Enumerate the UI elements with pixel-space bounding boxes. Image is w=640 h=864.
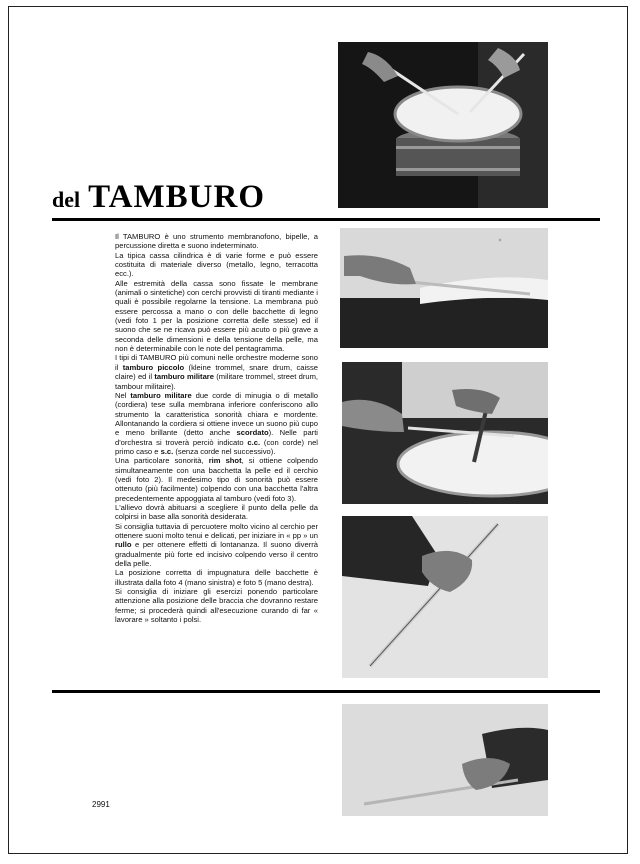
bold-term: scordato <box>236 428 269 438</box>
page-number: 2991 <box>92 800 110 809</box>
bold-term: tamburo militare <box>130 390 192 400</box>
bottom-rule <box>52 690 600 693</box>
text-run: L'allievo dovrà abituarsi a scegliere il punto della pelle da colpirsi in base alla sonorità desiderata. <box>115 502 318 522</box>
paragraph <box>115 456 318 503</box>
text-run: La posizione corretta di impugnatura delle bacchette è illustrata dalla foto 4 (mano sinistra) e foto 5 (mano destra). <box>115 568 318 587</box>
bold-term: rullo <box>115 540 132 550</box>
photo-4-left-hand-grip <box>342 516 548 678</box>
paragraph <box>115 251 318 279</box>
page-title <box>52 180 265 214</box>
text-run: ). Nelle parti d'orchestra si troverà perciò indicato <box>115 428 318 447</box>
text-run: (con corde) nel primo caso e <box>115 437 318 456</box>
paragraph <box>115 568 318 587</box>
text-run: Si consiglia di iniziare gli esercizi ponendo particolare attenzione alla posizione delle braccia che dovranno restare ferme; si procederà quindi all'esecuzione curando di far « lavorare » soltanto i polsi. <box>115 587 318 625</box>
text-run: (kleine trommel, snare drum, caisse claire) ed il <box>115 362 318 382</box>
text-run: Il TAMBURO è uno strumento membranofono, bipelle, a percussione diretta e suono indeterminato. <box>115 232 318 251</box>
bold-term: s.c. <box>160 446 174 456</box>
text-run: Una particolare sonorità, <box>115 456 209 466</box>
photo-5-right-hand-grip <box>342 704 548 816</box>
text-run: Si consiglia tuttavia di percuotere molto vicino al cerchio per ottenere suoni molto tenui e delicati, per iniziare in « pp » un <box>115 521 318 540</box>
bold-term: tamburo militare <box>154 372 214 382</box>
paragraph <box>115 503 318 522</box>
text-run: I tipi di TAMBURO più comuni nelle orchestre moderne sono il <box>115 353 318 372</box>
article-body <box>115 232 318 624</box>
text-run: La tipica cassa cilindrica è di varie forme e può essere costituita di materiale diverso (metallo, legno, terracotta ecc.). <box>115 250 318 279</box>
bold-term: rim shot <box>208 456 242 466</box>
paragraph <box>115 232 318 251</box>
text-run: Nel <box>115 390 131 400</box>
bold-term: c.c. <box>247 437 261 447</box>
paragraph <box>115 587 318 624</box>
text-run: , si ottiene colpendo simultaneamente con una bacchetta la pelle ed il cerchio (vedi foto 2). Il medesimo tipo di sonorità può essere ottenuto (più facilmente) colpendo con una bacchetta l'altra precedentemente appoggiata al tamburo (vedi foto 3). <box>115 456 318 503</box>
text-run: (senza corde nel successivo). <box>173 446 276 456</box>
bold-term: tamburo piccolo <box>122 362 185 372</box>
text-run: due corde di minugia o di metallo (cordiera) tese sulla membrana inferiore conferiscono allo strumento la caratteristica sonorità chiara e mordente. Allontanando la cordiera si ottiene invece un suono più cupo e meno brillante (detto anche <box>115 390 318 438</box>
top-rule <box>52 218 600 221</box>
photo-1-snare-drum-sticks <box>338 42 548 208</box>
photo-3-stick-on-stick <box>342 362 548 504</box>
title-prefix: del <box>52 187 81 212</box>
text-run: (militare trommel, street drum, tambour militaire). <box>115 372 319 391</box>
text-run: Alle estremità della cassa sono fissate le membrane (animali o sintetiche) con cerchi provvisti di tiranti mediante i quali è possibile regolarne la tensione. La membrana può essere percossa a mano o con delle bacchette di legno (vedi foto 1 per la posizione corretta delle stesse) ed il suono che se ne ricava può essere più acuto o più grave a seconda delle dimensioni e della tensione della pelle, ma non è determinabile con le note del pentagramma. <box>115 278 318 354</box>
paragraph <box>115 353 318 390</box>
paragraph <box>115 279 318 354</box>
text-run: e per ottenere effetti di lontananza. Il suono diverrà gradualmente più forte ed incisivo colpendo verso il centro della pelle. <box>115 540 318 569</box>
title-main: TAMBURO <box>88 179 266 215</box>
photo-2-rim-shot <box>340 228 548 348</box>
paragraph <box>115 391 318 456</box>
paragraph <box>115 522 318 569</box>
